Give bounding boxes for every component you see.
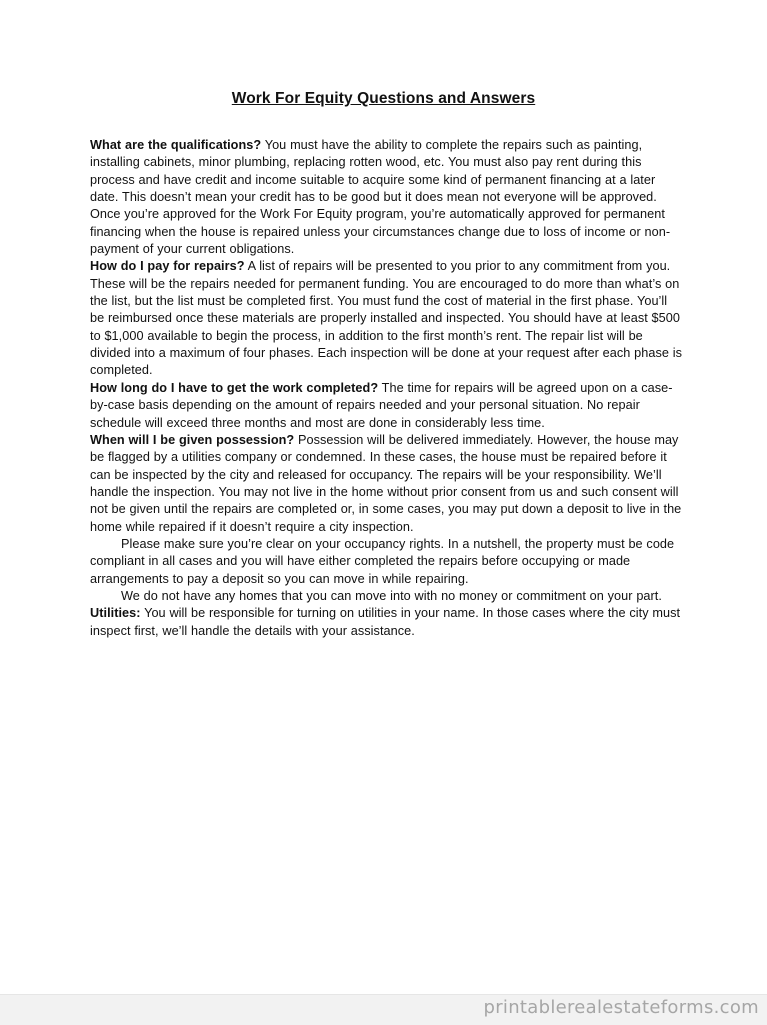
document-title: Work For Equity Questions and Answers: [231, 90, 536, 107]
paragraph-occupancy-rights: Please make sure you’re clear on your occupancy rights. In a nutshell, the property must be code compliant in all cases and you will have either completed the repairs before occupying or made arrangements to pay a deposit so you can move in while repairing.: [90, 536, 675, 586]
answer-qualifications: You must have the ability to complete the repairs such as painting, installing cabinets, minor plumbing, replacing rotten wood, etc. You must also pay rent during this process and have credit and income suitable to acquire some kind of permanent financing at a later date. This doesn’t mean your credit has to be good but it does mean not everyone will be approved. Once you’re approved for the Work For Equity program, you’re automatically approved for permanent financing when the house is repaired unless your circumstances change due to loss of income or non-payment of your current obligations.: [90, 138, 671, 257]
question-pay-repairs: How do I pay for repairs?: [90, 259, 245, 274]
question-work-completed: How long do I have to get the work completed?: [90, 380, 379, 395]
answer-work-completed: The time for repairs will be agreed upon on a case-by-case basis depending on the amount of repairs needed and your personal situation. No repair schedule will exceed three months and most are done in considerably less time.: [90, 380, 673, 430]
answer-utilities: You will be responsible for turning on utilities in your name. In those cases where the city must inspect first, we’ll handle the details with your assistance.: [90, 606, 681, 638]
qa-utilities: [90, 605, 682, 640]
question-qualifications: What are the qualifications?: [90, 138, 262, 152]
qa-possession: [90, 432, 682, 536]
qa-qualifications: [90, 137, 682, 258]
question-possession: When will I be given possession?: [90, 432, 295, 447]
qa-pay-repairs: [90, 258, 682, 379]
qa-work-completed: [90, 380, 682, 432]
footer-bar: [0, 994, 767, 1025]
answer-possession: Possession will be delivered immediately. However, the house may be flagged by a utilities company or condemned. In these cases, the house must be repaired before it can be inspected by the city and released for occupancy. The repairs will be your responsibility. We’ll handle the inspection. You may not live in the home without prior consent from us and such consent will not be given until the repairs are completed or, in some cases, you may put down a deposit to live in the home while repaired if it doesn’t require a city inspection.: [90, 432, 682, 534]
answer-pay-repairs: A list of repairs will be presented to you prior to any commitment from you. These will be the repairs needed for permanent funding. You are encouraged to do more than what’s on the list, but the list must be completed first. You must fund the cost of material in the first phase. You’ll be reimbursed once these materials are properly installed and inspected. You should have at least $500 to $1,000 available to begin the process, in addition to the first month’s rent. The repair list will be divided into a maximum of four phases. Each inspection will be done at your request after each phase is completed.: [90, 259, 682, 378]
question-utilities: Utilities:: [90, 606, 141, 621]
document-body: [90, 137, 682, 640]
site-watermark: printablerealestateforms.com: [483, 997, 759, 1018]
paragraph-no-homes: We do not have any homes that you can move into with no money or commitment on your part.: [121, 588, 662, 603]
